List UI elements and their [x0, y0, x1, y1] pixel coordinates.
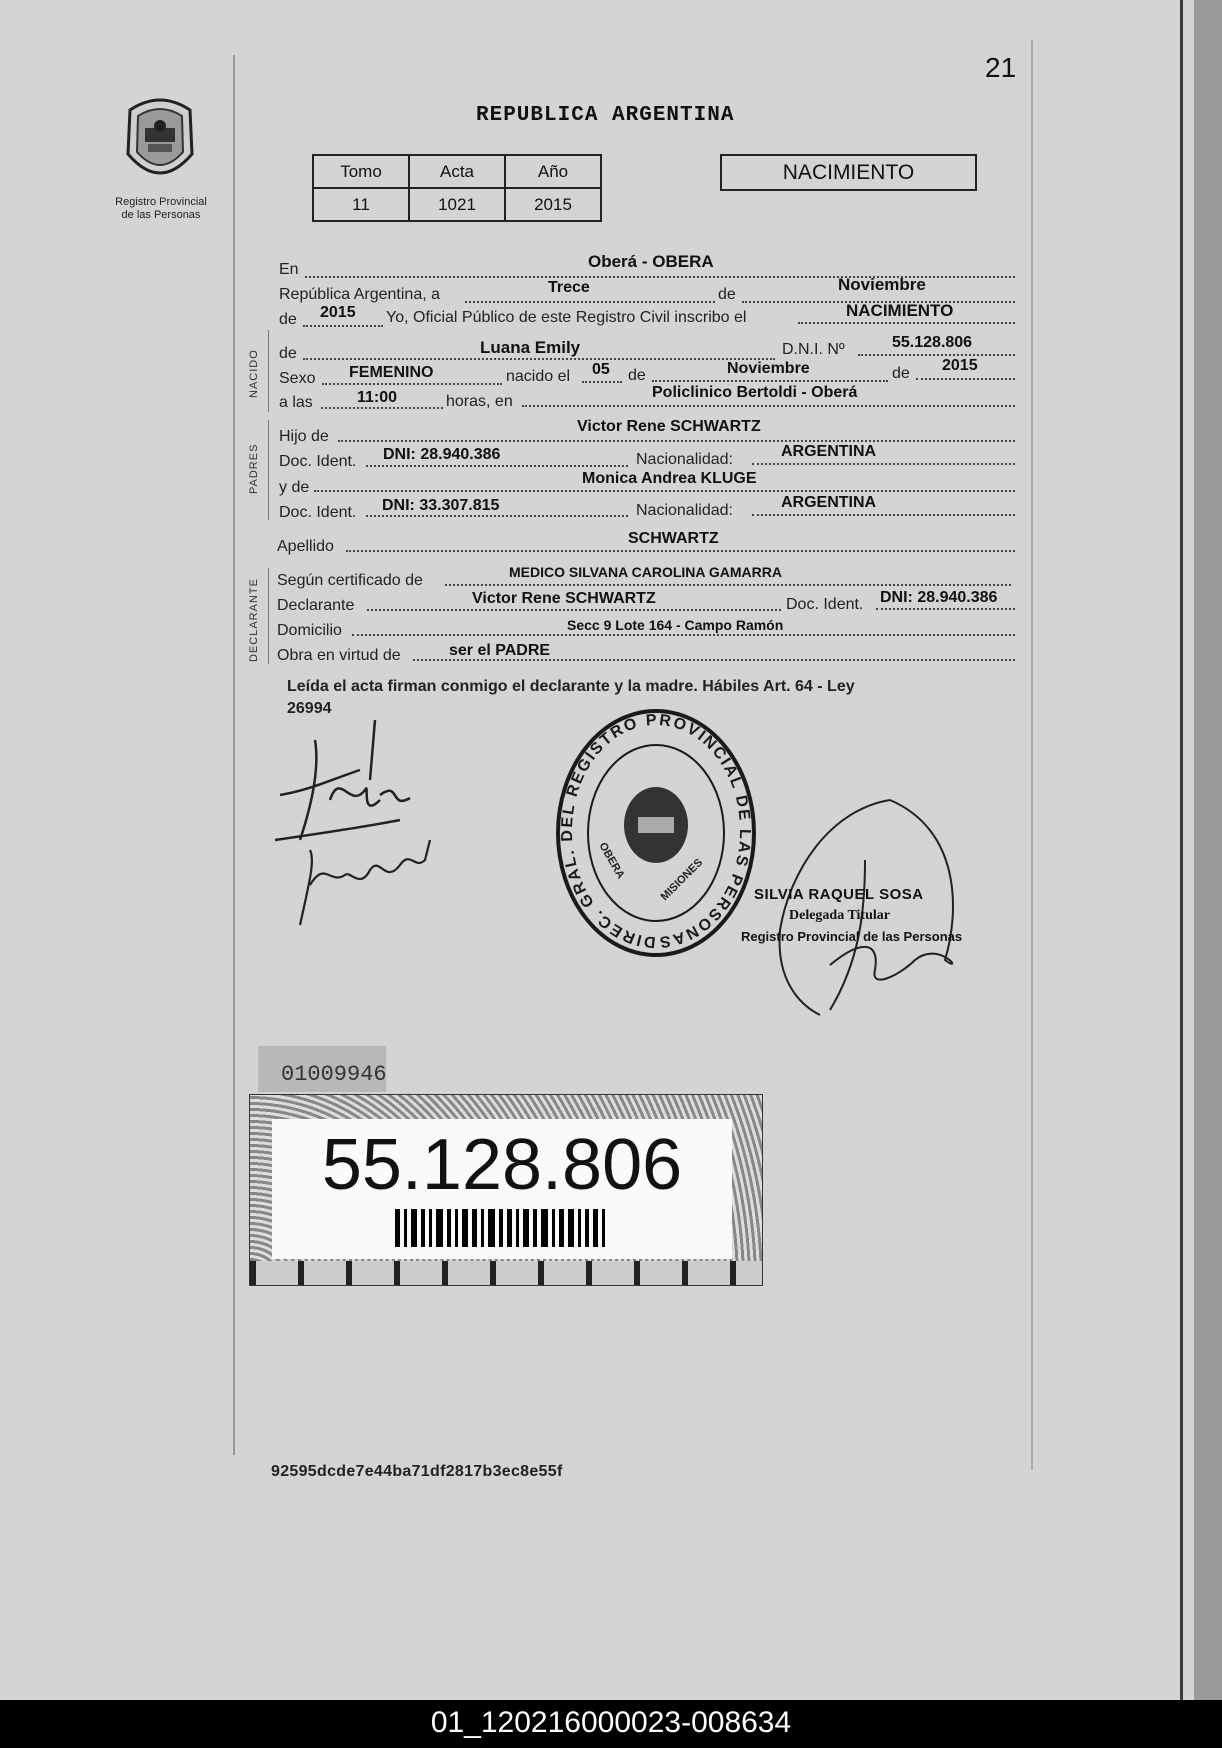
label-doc-ident: Doc. Ident.: [279, 453, 357, 470]
section-bar-declarante: [268, 568, 269, 664]
logo-caption-2: de las Personas: [121, 209, 201, 221]
label-obra: Obra en virtud de: [277, 647, 401, 664]
label-apellido: Apellido: [277, 538, 334, 555]
label-y-de: y de: [279, 479, 310, 496]
table-cell: 11: [313, 188, 409, 221]
seal-inner-text-1: OBERA: [596, 840, 627, 881]
side-label-declarante: DECLARANTE: [248, 578, 260, 662]
label-segun-certificado: Según certificado de: [277, 572, 423, 589]
table-cell: 2015: [505, 188, 601, 221]
table-cell: 1021: [409, 188, 505, 221]
serial-number: 01009946: [281, 1062, 387, 1087]
label-declarante: Declarante: [277, 597, 355, 614]
label-hijo-de: Hijo de: [279, 428, 329, 445]
value-domicilio: Secc 9 Lote 164 - Campo Ramón: [567, 617, 784, 633]
label-de: de: [279, 345, 297, 362]
value-madre-nac: ARGENTINA: [781, 494, 877, 511]
margin-line-left: [233, 55, 235, 1455]
value-dia-letras: Trece: [548, 279, 590, 296]
label-doc-ident: Doc. Ident.: [279, 504, 357, 521]
value-dia-nac: 05: [592, 361, 610, 378]
value-apellido: SCHWARTZ: [628, 530, 719, 547]
closing-text-1: Leída el acta firman conmigo el declarante y la madre. Hábiles Art. 64 - Ley: [287, 678, 855, 695]
value-sexo: FEMENINO: [349, 364, 434, 381]
label-nacionalidad: Nacionalidad:: [636, 451, 733, 468]
side-label-padres: PADRES: [248, 443, 260, 494]
seal-inner-text-2: MISIONES: [658, 856, 706, 904]
page-edge-shadow: [1194, 0, 1222, 1700]
value-hora: 11:00: [357, 389, 398, 406]
registry-table: [312, 154, 602, 222]
value-padre: Victor Rene SCHWARTZ: [577, 418, 761, 435]
logo-caption-1: Registro Provincial: [115, 196, 207, 208]
label-a-las: a las: [279, 394, 313, 411]
official-signature: [770, 790, 970, 1020]
page-number: 21: [985, 52, 1017, 83]
label-yo: Yo, Oficial Público de este Registro Civil inscribo el: [386, 309, 747, 326]
table-header: Tomo: [313, 155, 409, 188]
label-doc-ident: Doc. Ident.: [786, 596, 864, 613]
value-lugar-nac: Policlinico Bertoldi - Oberá: [652, 384, 858, 401]
official-seal: [553, 705, 759, 962]
value-anio: 2015: [320, 304, 356, 321]
province-logo: [112, 92, 208, 192]
section-bar-padres: [268, 420, 269, 520]
scan-id-footer: 01_120216000023-008634: [0, 1700, 1222, 1748]
barcode: [272, 1205, 732, 1247]
value-anio-nac: 2015: [942, 357, 978, 374]
sticker-number: 55.128.806: [321, 1125, 683, 1205]
official-office: Registro Provincial de las Personas: [741, 929, 963, 944]
document-title: REPUBLICA ARGENTINA: [476, 104, 735, 127]
label-republica: República Argentina, a: [279, 286, 440, 303]
side-label-nacido: NACIDO: [248, 349, 260, 398]
serial-label: [258, 1046, 386, 1092]
table-header: Acta: [409, 155, 505, 188]
label-en: En: [279, 261, 299, 278]
value-declarante-dni: DNI: 28.940.386: [880, 589, 998, 606]
page-edge: [1180, 0, 1183, 1700]
sticker-pattern-band: [250, 1261, 762, 1285]
label-dni-no: D.N.I. Nº: [782, 341, 845, 358]
value-lugar: Oberá - OBERA: [588, 252, 714, 271]
value-padre-dni: DNI: 28.940.386: [383, 446, 501, 463]
closing-text-2: 26994: [287, 700, 332, 717]
value-mes-nac: Noviembre: [727, 360, 810, 377]
value-dni: 55.128.806: [892, 334, 973, 351]
value-obra: ser el PADRE: [449, 642, 551, 659]
official-role: Delegada Titular: [789, 908, 890, 923]
record-type-box: NACIMIENTO: [720, 154, 977, 191]
dni-sticker: [249, 1094, 763, 1286]
label-de: de: [628, 367, 646, 384]
value-tipo: NACIMIENTO: [846, 301, 954, 320]
label-de: de: [892, 365, 910, 382]
section-bar-nacido: [268, 330, 269, 412]
document-hash: 92595dcde7e44ba71df2817b3ec8e55f: [271, 1463, 563, 1480]
label-domicilio: Domicilio: [277, 622, 342, 639]
official-name: SILVIA RAQUEL SOSA: [754, 886, 924, 903]
declarant-signature: [270, 700, 470, 930]
table-header: Año: [505, 155, 601, 188]
value-declarante: Victor Rene SCHWARTZ: [472, 590, 656, 607]
value-nombre: Luana Emily: [480, 338, 581, 357]
label-sexo: Sexo: [279, 370, 316, 387]
label-horas-en: horas, en: [446, 393, 513, 410]
seal-ring-text: DIREC. GRAL. DEL REGISTRO PROVINCIAL DE LAS PERSONAS: [558, 711, 754, 951]
value-padre-nac: ARGENTINA: [781, 443, 877, 460]
label-nacido-el: nacido el: [506, 368, 571, 385]
value-madre: Monica Andrea KLUGE: [582, 470, 757, 487]
sticker-panel: [272, 1119, 732, 1259]
label-de: de: [718, 286, 736, 303]
value-certificado: MEDICO SILVANA CAROLINA GAMARRA: [509, 564, 782, 580]
label-nacionalidad: Nacionalidad:: [636, 502, 733, 519]
margin-line-right: [1031, 40, 1033, 1470]
label-de: de: [279, 311, 297, 328]
value-madre-dni: DNI: 33.307.815: [382, 497, 500, 514]
value-mes: Noviembre: [838, 275, 926, 294]
